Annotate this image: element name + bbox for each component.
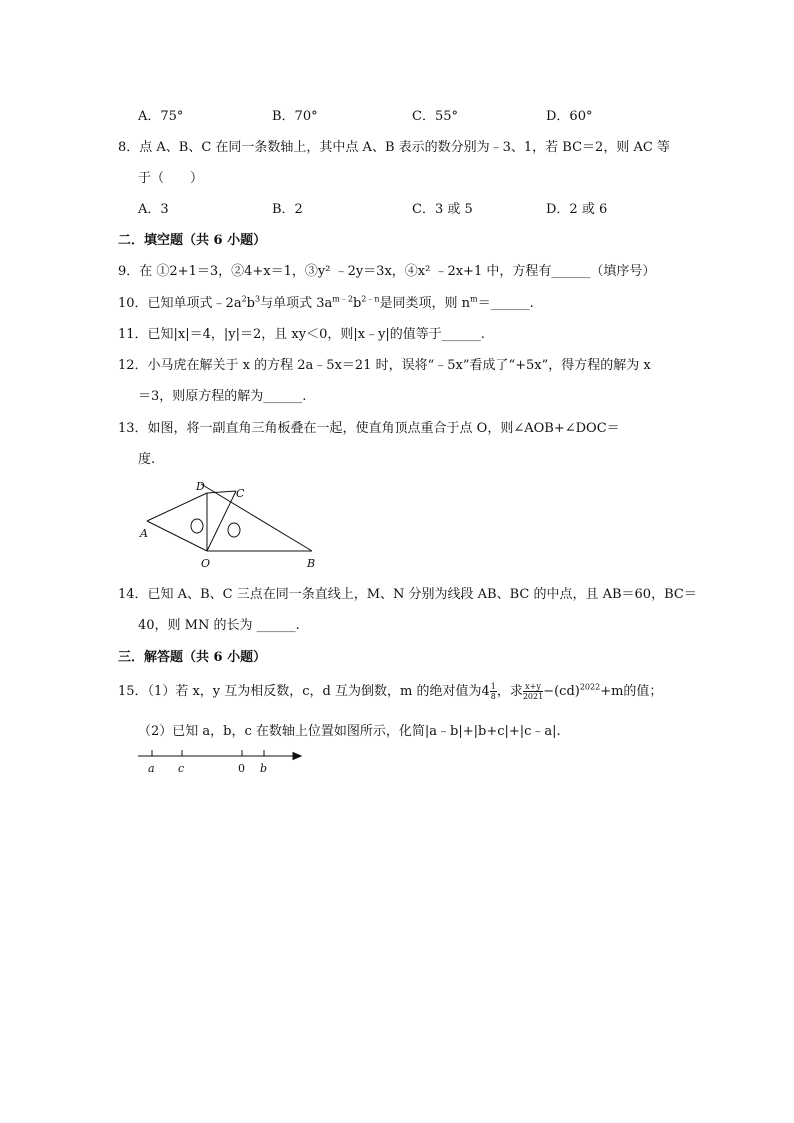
q7-option-c: C．55°: [412, 109, 458, 124]
q13-line2: 度.: [138, 452, 156, 467]
q15-text-c: −(cd): [543, 684, 580, 699]
q12-line1: 12．小马虎在解关于 x 的方程 2a﹣5x＝21 时，误将“﹣5x”看成了“+5x”，得方程的解为 x: [118, 358, 651, 373]
q14-line2: 40，则 MN 的长为 ______.: [138, 618, 300, 633]
q10-text-2: b: [246, 296, 255, 311]
q15-mixed-whole: 4: [481, 684, 490, 699]
q15-text-d: +m的值；: [600, 684, 663, 699]
q10-text-4: b: [352, 296, 362, 311]
q10-text-6: ＝______.: [477, 296, 534, 311]
q8-line2: 于（ ）: [138, 171, 204, 186]
fig-label-o: O: [201, 557, 211, 570]
q10-text-1: 10．已知单项式﹣2a: [118, 296, 242, 311]
q15-part2: （2）已知 a，b，c 在数轴上位置如图所示，化简|a﹣b|+|b+c|+|c﹣a|.: [138, 724, 561, 739]
q10-text-5: 是同类项，则 n: [379, 296, 471, 311]
q13-line1: 13．如图，将一副直角三角板叠在一起，使直角顶点重合于点 O，则∠AOB+∠DOC＝: [118, 421, 620, 436]
fig-line-a-o: [147, 521, 207, 551]
q15-text-a: 15．（1）若 x，y 互为相反数，c，d 互为倒数，m 的绝对值为: [118, 684, 482, 699]
q10-exp-1: 2: [241, 294, 247, 304]
q10-exp-4: 2﹣n: [361, 294, 380, 304]
q8-option-b: B．2: [272, 202, 303, 217]
fig-line-d-b: [201, 484, 312, 551]
q8-option-d: D．2 或 6: [546, 202, 608, 217]
axis-label-c: c: [178, 762, 185, 775]
q12-line2: ＝3，则原方程的解为______.: [138, 389, 307, 404]
fig-label-c: C: [236, 487, 245, 500]
axis-label-b: b: [260, 762, 268, 775]
fig-circle-2: [228, 523, 240, 537]
q15-mixed-fraction: [490, 682, 497, 701]
q11: 11．已知|x|＝4，|y|＝2，且 xy＜0，则|x﹣y|的值等于______.: [118, 327, 485, 342]
q10: [118, 292, 534, 311]
q15-fraction: [523, 682, 543, 701]
axis-label-a: a: [148, 762, 155, 775]
fig-label-a: A: [140, 527, 148, 540]
q10-text-3: 与单项式 3a: [260, 296, 333, 311]
q15-part1: [118, 680, 662, 701]
fig-line-a-c1: [147, 493, 207, 521]
q7-option-d: D．60°: [546, 109, 593, 124]
q15-mixed-num: 1: [490, 682, 496, 691]
q8-option-a: A．3: [138, 202, 169, 217]
q10-exp-5: m: [470, 294, 478, 304]
q14-line1: 14．已知 A、B、C 三点在同一条直线上，M、N 分别为线段 AB、BC 的中点，且 AB＝60，BC＝: [118, 587, 697, 602]
section2-title: 二．填空题（共 6 小题）: [118, 233, 267, 248]
q9: 9．在 ①2+1＝3，②4+x＝1，③y² ﹣2y＝3x，④x² ﹣2x+1 中，方程有______（填序号）: [118, 264, 656, 279]
q7-option-b: B．70°: [272, 109, 318, 124]
fig-line-c-o: [207, 491, 236, 551]
q8-option-c: C．3 或 5: [412, 202, 473, 217]
fig-line-d-c: [207, 491, 236, 493]
q8-line1: 8．点 A、B、C 在同一条数轴上，其中点 A、B 表示的数分别为﹣3、1，若 BC＝2，则 AC 等: [118, 140, 670, 155]
q13-triangle-figure: [130, 475, 330, 575]
number-line-figure: [135, 745, 310, 780]
fig-label-b: B: [307, 557, 316, 570]
q15-frac-den: 2021: [522, 692, 544, 701]
section3-title: 三．解答题（共 6 小题）: [118, 650, 267, 665]
q7-option-a: A．75°: [138, 109, 184, 124]
fig-circle-1: [191, 519, 203, 533]
q15-mixed-den: 8: [490, 692, 496, 701]
fig-label-d: D: [196, 480, 205, 493]
q10-exp-3: m﹣2: [332, 294, 353, 304]
q15-frac-num: x+y: [523, 682, 543, 692]
q15-exp: 2022: [579, 682, 601, 692]
q10-exp-2: 3: [255, 294, 261, 304]
axis-arrow: [293, 753, 301, 760]
axis-label-zero: 0: [238, 762, 245, 775]
q15-text-b: ，求: [496, 684, 523, 699]
